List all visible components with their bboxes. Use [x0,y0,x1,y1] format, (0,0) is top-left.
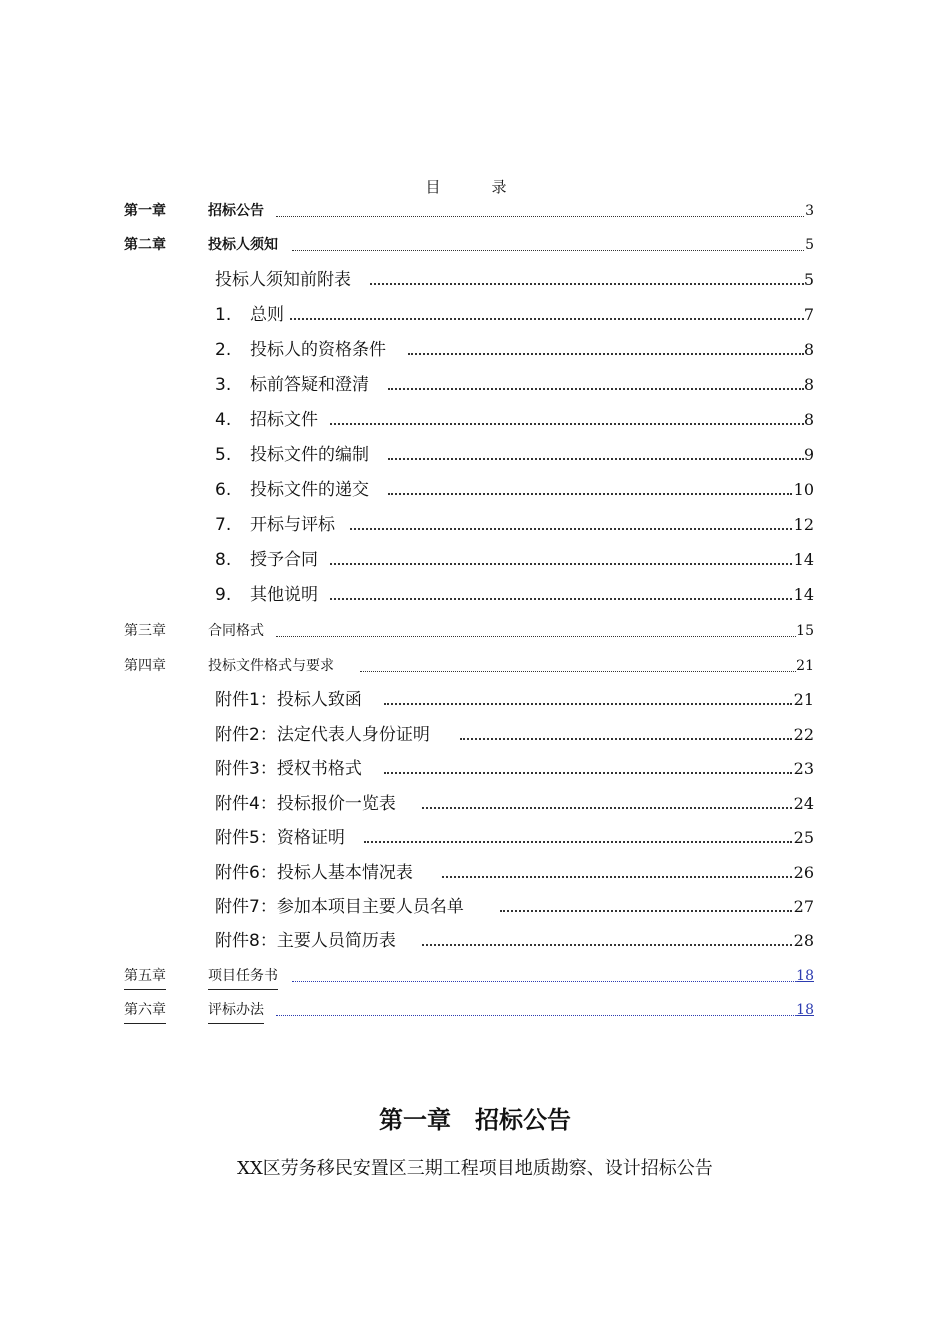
toc-item[interactable] [0,303,950,327]
dot-leader [276,216,804,217]
notice-title: XX区劳务移民安置区三期工程项目地质勘察、设计招标公告 [237,1158,713,1179]
dot-leader [408,353,804,355]
toc-chapter-4[interactable] [0,654,950,678]
toc-attachment[interactable] [0,826,950,850]
item-number: 7. [215,515,232,535]
page-number: 12 [793,515,814,534]
toc-attachment[interactable] [0,723,950,747]
dot-leader [388,458,804,460]
page-number: 3 [805,203,814,219]
item-number: 5. [215,445,232,465]
item-title: 投标文件的编制 [250,445,369,465]
dot-leader [350,528,792,530]
chapter-title: 合同格式 [208,623,264,639]
dot-leader [422,944,792,946]
item-number: 9. [215,585,232,605]
dot-leader [422,807,792,809]
dot-leader [384,703,792,705]
item-title: 附件3：授权书格式 [215,759,362,779]
toc-chapter-6[interactable] [0,998,950,1022]
item-title: 附件7：参加本项目主要人员名单 [215,897,464,917]
item-number: 1. [215,305,232,325]
page-number: 7 [803,305,814,324]
dot-leader [388,388,804,390]
chapter-title: 项目任务书 [208,964,278,990]
toc-item[interactable] [0,478,950,502]
item-title: 投标人须知前附表 [215,270,351,290]
dot-leader [364,841,792,843]
page-number: 27 [793,897,814,916]
dot-leader [460,738,792,740]
chapter-title: 招标公告 [208,203,264,219]
page-number: 8 [803,410,814,429]
page-number: 24 [793,794,814,813]
item-number: 4. [215,410,232,430]
page-number: 8 [803,375,814,394]
toc-item[interactable] [0,583,950,607]
toc-attachment[interactable] [0,688,950,712]
dot-leader [276,1015,796,1016]
item-number: 2. [215,340,232,360]
page-number: 25 [793,828,814,847]
item-number: 8. [215,550,232,570]
chapter-heading: 第一章 招标公告 [379,1106,571,1134]
item-title: 总则 [250,305,284,325]
item-title: 附件6：投标人基本情况表 [215,863,413,883]
item-title: 标前答疑和澄清 [250,375,369,395]
dot-leader [290,318,804,320]
dot-leader [292,250,804,251]
dot-leader [330,563,792,565]
item-title: 授予合同 [250,550,318,570]
item-title: 开标与评标 [250,515,335,535]
item-number: 3. [215,375,232,395]
chapter-number: 第三章 [124,623,166,639]
toc-item[interactable] [0,338,950,362]
item-title: 附件8：主要人员简历表 [215,931,396,951]
chapter-title: 投标文件格式与要求 [208,658,334,674]
toc-item[interactable] [0,408,950,432]
toc-item[interactable] [0,548,950,572]
page-number: 26 [793,863,814,882]
page-number: 8 [803,340,814,359]
page-number: 21 [793,690,814,709]
toc-attachment[interactable] [0,861,950,885]
dot-leader [500,910,792,912]
dot-leader [384,772,792,774]
item-title: 附件5：资格证明 [215,828,345,848]
page-number: 22 [793,725,814,744]
toc-item[interactable] [0,373,950,397]
dot-leader [442,876,792,878]
item-title: 附件2：法定代表人身份证明 [215,725,430,745]
page-number: 14 [793,550,814,569]
toc-item[interactable] [0,513,950,537]
dot-leader [292,981,796,982]
page-number: 23 [793,759,814,778]
toc-chapter-5[interactable] [0,964,950,988]
toc-attachment[interactable] [0,929,950,953]
item-title: 投标人的资格条件 [250,340,386,360]
dot-leader [360,671,796,672]
item-title: 其他说明 [250,585,318,605]
page-number-link[interactable]: 18 [796,1002,814,1018]
dot-leader [370,283,804,285]
toc-chapter-2[interactable] [0,233,950,257]
page-number-link[interactable]: 18 [796,968,814,984]
item-title: 附件1：投标人致函 [215,690,362,710]
page-number: 14 [793,585,814,604]
toc-attachment[interactable] [0,757,950,781]
toc-chapter-1[interactable] [0,199,950,223]
toc-item[interactable] [0,268,950,292]
toc-attachment[interactable] [0,895,950,919]
page-number: 10 [793,480,814,499]
page-number: 21 [796,658,814,674]
toc-item[interactable] [0,443,950,467]
dot-leader [388,493,792,495]
chapter-number: 第二章 [124,237,166,253]
item-title: 投标文件的递交 [250,480,369,500]
item-title: 附件4：投标报价一览表 [215,794,396,814]
item-number: 6. [215,480,232,500]
dot-leader [330,598,792,600]
dot-leader [276,636,796,637]
page-number: 9 [803,445,814,464]
page-number: 28 [793,931,814,950]
chapter-title: 投标人须知 [208,237,278,253]
chapter-number: 第一章 [124,203,166,219]
page-number: 15 [796,623,814,639]
chapter-number: 第五章 [124,964,166,990]
page-number: 5 [805,237,814,253]
page-number: 5 [803,270,814,289]
toc-chapter-3[interactable] [0,619,950,643]
chapter-title: 评标办法 [208,998,264,1024]
chapter-number: 第四章 [124,658,166,674]
dot-leader [330,423,804,425]
item-title: 招标文件 [250,410,318,430]
toc-title: 目 录 [425,178,525,196]
toc-attachment[interactable] [0,792,950,816]
chapter-number: 第六章 [124,998,166,1024]
